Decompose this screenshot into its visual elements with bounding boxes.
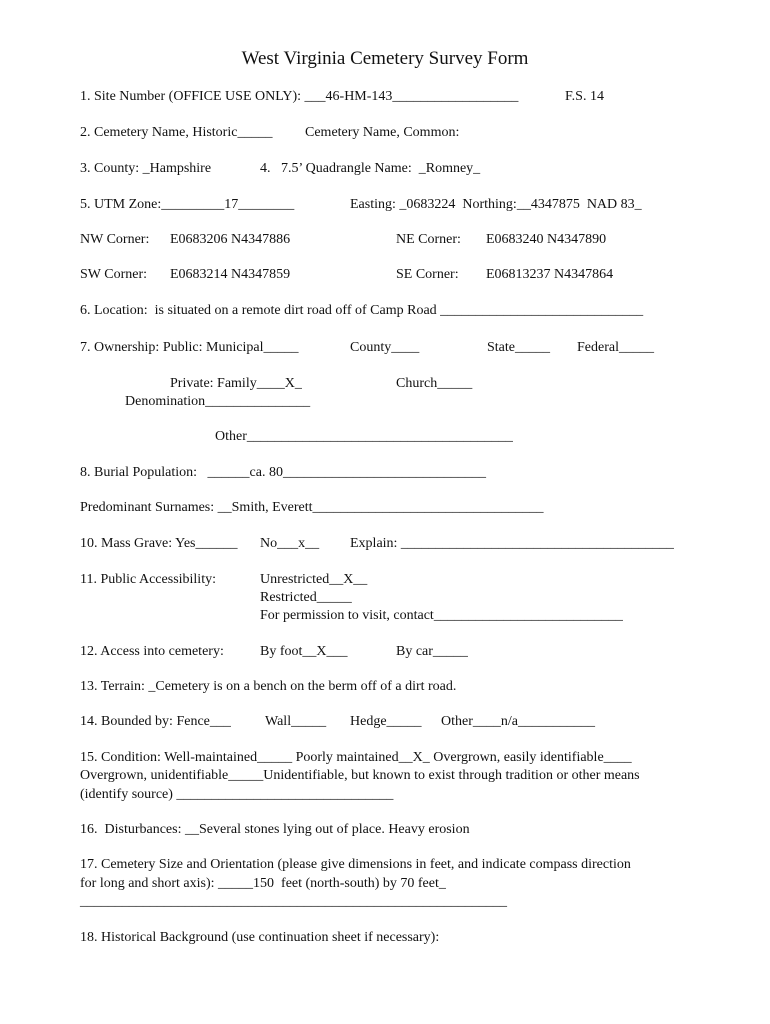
bounded-by-fence: 14. Bounded by: Fence___	[80, 714, 231, 729]
location-field: 6. Location: is situated on a remote dirt road off of Camp Road _____________________________	[80, 303, 644, 318]
nw-corner-label: NW Corner:	[80, 232, 150, 247]
disturbances-field: 16. Disturbances: __Several stones lying out of place. Heavy erosion	[80, 822, 470, 837]
mass-grave-no: No___x__	[260, 536, 320, 551]
ownership-federal: Federal_____	[577, 340, 654, 355]
bounded-by-other: Other____n/a___________	[441, 714, 595, 729]
historical-background-label: 18. Historical Background (use continuation sheet if necessary):	[80, 930, 440, 945]
public-accessibility-label: 11. Public Accessibility:	[80, 572, 216, 587]
predominant-surnames-field: Predominant Surnames: __Smith, Everett_________________________________	[80, 500, 544, 515]
se-corner-label: SE Corner:	[396, 267, 459, 282]
nw-corner-value: E0683206 N4347886	[170, 232, 291, 247]
condition-line-1: 15. Condition: Well-maintained_____ Poorly maintained__X_ Overgrown, easily identifiable____	[80, 750, 632, 765]
form-title: West Virginia Cemetery Survey Form	[241, 48, 529, 69]
condition-line-3: (identify source) _______________________________	[80, 787, 394, 802]
utm-zone-field: 5. UTM Zone:_________17________	[80, 197, 295, 212]
fs-number: F.S. 14	[565, 89, 604, 104]
size-orientation-line-3: _____________________________________________________________	[80, 894, 507, 909]
sw-corner-label: SW Corner:	[80, 267, 148, 282]
condition-line-2: Overgrown, unidentifiable_____Unidentifiable, but known to exist through tradition or other means	[80, 768, 640, 783]
cemetery-name-common: Cemetery Name, Common:	[305, 125, 460, 140]
ownership-other: Other______________________________________	[215, 429, 513, 444]
access-by-car: By car_____	[396, 644, 468, 659]
bounded-by-wall: Wall_____	[265, 714, 327, 729]
access-by-foot: By foot__X___	[260, 644, 348, 659]
access-into-cemetery-label: 12. Access into cemetery:	[80, 644, 224, 659]
ownership-public-municipal: 7. Ownership: Public: Municipal_____	[80, 340, 299, 355]
county-field: 3. County: _Hampshire	[80, 161, 212, 176]
bounded-by-hedge: Hedge_____	[350, 714, 422, 729]
cemetery-name-historic: 2. Cemetery Name, Historic_____	[80, 125, 273, 140]
sw-corner-value: E0683214 N4347859	[170, 267, 291, 282]
ne-corner-label: NE Corner:	[396, 232, 461, 247]
site-number-field: 1. Site Number (OFFICE USE ONLY): ___46-HM-143__________________	[80, 89, 519, 104]
se-corner-value: E06813237 N4347864	[486, 267, 614, 282]
terrain-field: 13. Terrain: _Cemetery is on a bench on the berm off of a dirt road.	[80, 679, 457, 694]
easting-northing-field: Easting: _0683224 Northing:__4347875 NAD 83_	[350, 197, 642, 212]
ownership-church: Church_____	[396, 376, 473, 391]
size-orientation-line-2: for long and short axis): _____150 feet (north-south) by 70 feet_	[80, 876, 446, 891]
quadrangle-name-field: 4. 7.5’ Quadrangle Name: _Romney_	[260, 161, 481, 176]
ownership-state: State_____	[487, 340, 550, 355]
burial-population-field: 8. Burial Population: ______ca. 80_____________________________	[80, 465, 486, 480]
access-restricted: Restricted_____	[260, 590, 352, 605]
ownership-private-family: Private: Family____X_	[170, 376, 302, 391]
access-unrestricted: Unrestricted__X__	[260, 572, 368, 587]
mass-grave-yes: 10. Mass Grave: Yes______	[80, 536, 238, 551]
ne-corner-value: E0683240 N4347890	[486, 232, 607, 247]
access-contact: For permission to visit, contact___________________________	[260, 608, 623, 623]
size-orientation-line-1: 17. Cemetery Size and Orientation (please give dimensions in feet, and indicate compass direction	[80, 857, 631, 872]
mass-grave-explain: Explain: _______________________________________	[350, 536, 674, 551]
ownership-denomination: Denomination_______________	[125, 394, 311, 409]
ownership-county: County____	[350, 340, 420, 355]
